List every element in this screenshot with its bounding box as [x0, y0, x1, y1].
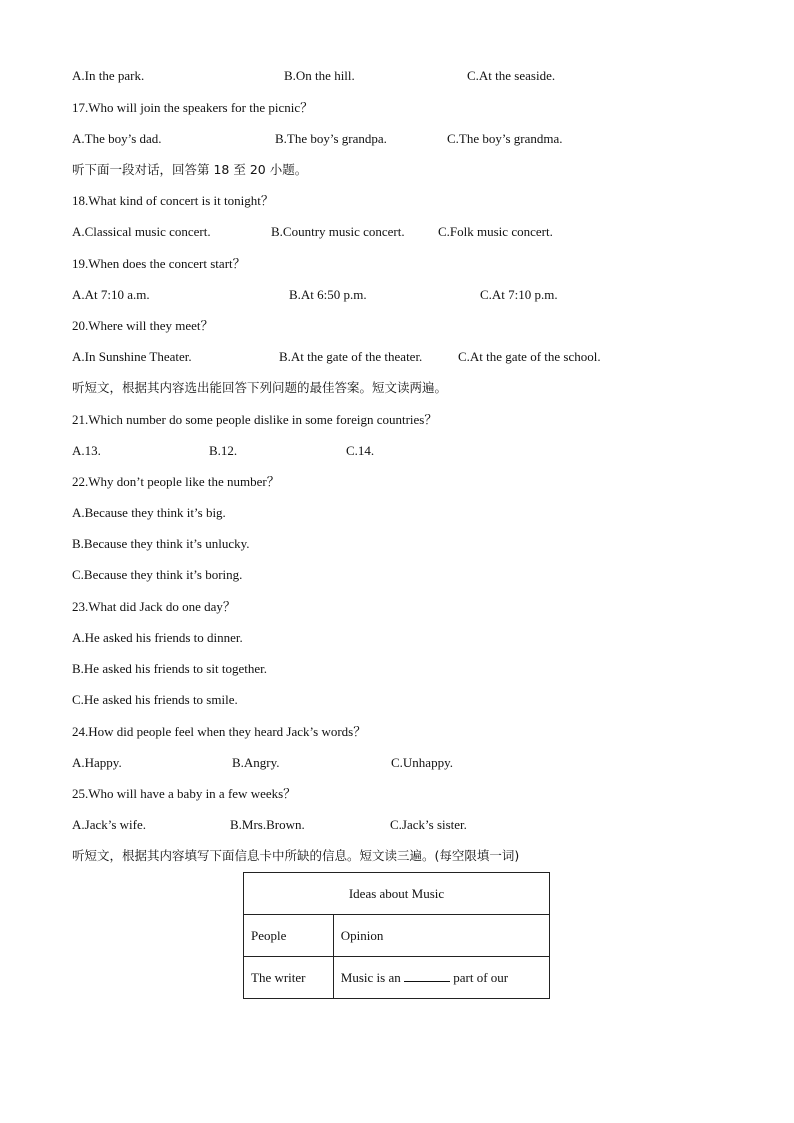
instruction-21-25: 听短文，根据其内容选出能回答下列问题的最佳答案。短文读两遍。: [72, 380, 448, 395]
q16-option-c: C.At the seaside.: [467, 68, 556, 83]
q16-option-a: A.In the park.: [72, 68, 145, 83]
q19-option-c: C.At 7:10 p.m.: [480, 287, 558, 302]
q22-option-c: C.Because they think it’s boring.: [72, 567, 243, 582]
q17-option-c: C.The boy’s grandma.: [447, 131, 563, 146]
info-card-header-opinion: Opinion: [333, 915, 549, 957]
q23-option-b: B.He asked his friends to sit together.: [72, 661, 267, 676]
info-card-table: [243, 872, 550, 999]
info-card-title: Ideas about Music: [244, 873, 550, 915]
q16-option-b: B.On the hill.: [284, 68, 355, 83]
opinion-text-before: Music is an: [340, 969, 401, 985]
q23-option-a: A.He asked his friends to dinner.: [72, 630, 243, 645]
q18-option-a: A.Classical music concert.: [72, 224, 211, 239]
q23-option-c: C.He asked his friends to smile.: [72, 692, 238, 707]
q20-option-c: C.At the gate of the school.: [458, 349, 601, 364]
info-card-row1-people: The writer: [244, 957, 334, 999]
q17-option-a: A.The boy’s dad.: [72, 131, 162, 146]
q21-option-b: B.12.: [209, 443, 238, 458]
q21-option-c: C.14.: [346, 443, 375, 458]
q20-question: 20.Where will they meet？: [72, 318, 214, 333]
q23-question: 23.What did Jack do one day？: [72, 599, 236, 614]
q21-question: 21.Which number do some people dislike in some foreign countries？: [72, 412, 438, 427]
info-card-header-people: People: [244, 915, 334, 957]
q22-option-a: A.Because they think it’s big.: [72, 505, 226, 520]
q18-option-c: C.Folk music concert.: [438, 224, 553, 239]
q19-option-a: A.At 7:10 a.m.: [72, 287, 150, 302]
q21-option-a: A.13.: [72, 443, 101, 458]
info-card-row1-opinion: [333, 957, 549, 999]
q22-question: 22.Why don’t people like the number？: [72, 474, 280, 489]
q22-option-b: B.Because they think it’s unlucky.: [72, 536, 250, 551]
q18-question: 18.What kind of concert is it tonight？: [72, 193, 274, 208]
q24-option-c: C.Unhappy.: [391, 755, 453, 770]
instruction-info-card: 听短文，根据其内容填写下面信息卡中所缺的信息。短文读三遍。(每空限填一词): [72, 848, 520, 863]
q20-option-a: A.In Sunshine Theater.: [72, 349, 192, 364]
q24-option-a: A.Happy.: [72, 755, 122, 770]
q19-question: 19.When does the concert start？: [72, 256, 246, 271]
q20-option-b: B.At the gate of the theater.: [279, 349, 423, 364]
q24-option-b: B.Angry.: [232, 755, 280, 770]
q24-question: 24.How did people feel when they heard Jack’s words？: [72, 724, 367, 739]
q25-option-c: C.Jack’s sister.: [390, 817, 467, 832]
q25-option-a: A.Jack’s wife.: [72, 817, 147, 832]
instruction-18-20: 听下面一段对话，回答第 18 至 20 小题。: [72, 162, 308, 177]
answer-blank[interactable]: [404, 970, 450, 982]
q19-option-b: B.At 6:50 p.m.: [289, 287, 367, 302]
q17-question: 17.Who will join the speakers for the picnic？: [72, 100, 314, 115]
opinion-text-after: part of our: [453, 969, 509, 985]
q17-option-b: B.The boy’s grandpa.: [275, 131, 387, 146]
q25-option-b: B.Mrs.Brown.: [230, 817, 305, 832]
q18-option-b: B.Country music concert.: [271, 224, 405, 239]
q25-question: 25.Who will have a baby in a few weeks？: [72, 786, 297, 801]
